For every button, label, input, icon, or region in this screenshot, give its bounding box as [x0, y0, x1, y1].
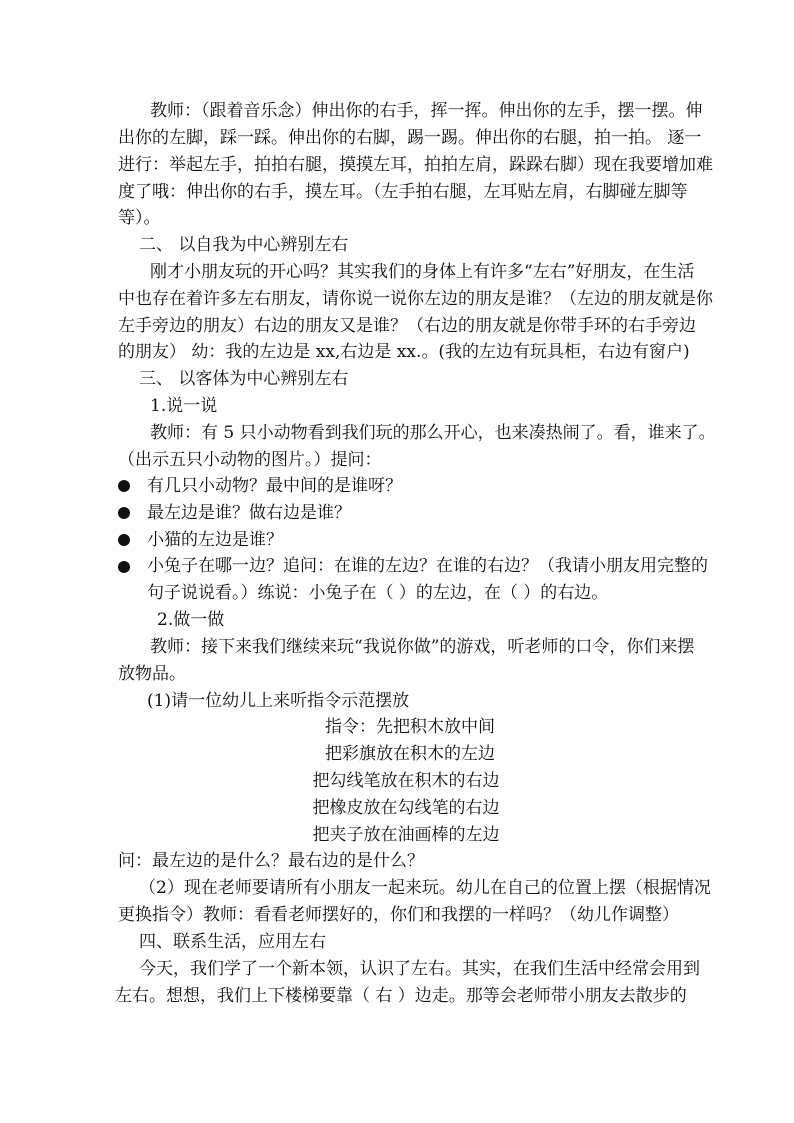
instruction-line: 把彩旗放在积木的左边: [325, 744, 495, 764]
list-item: 有几只小动物？最中间的是谁呀？: [147, 476, 402, 496]
section-heading-4: 四、联系生活，应用左右: [139, 932, 326, 952]
section-heading-2: 二、 以自我为中心辨别左右: [139, 235, 349, 255]
bullet-icon: [118, 507, 130, 519]
instruction-line: 把勾线笔放在积木的右边: [312, 771, 500, 791]
paragraph-line: 出你的左脚，踩一踩。伸出你的右脚，踢一踢。伸出你的右腿，拍一拍。 逐一: [118, 128, 702, 148]
paragraph-line: 教师：接下来我们继续来玩“我说你做”的游戏，听老师的口令，你们来摆: [150, 637, 695, 657]
paragraph-line: 中也存在着许多左右朋友，请你说一说你左边的朋友是谁？（左边的朋友就是你: [118, 289, 713, 309]
paragraph-line: 进行：举起左手，拍拍右腿，摸摸左耳，拍拍左肩，跺跺右脚）现在我要增加难: [118, 155, 713, 175]
paragraph-line: (1)请一位幼儿上来听指令示范摆放: [147, 691, 410, 711]
paragraph-line: 更换指令）教师：看看老师摆好的，你们和我摆的一样吗？（幼儿作调整）: [118, 905, 679, 925]
paragraph-line: 教师：有 5 只小动物看到我们玩的那么开心，也来凑热闹了。看，谁来了。: [150, 423, 716, 443]
paragraph-line: 等）。: [118, 208, 161, 228]
instruction-line: 把夹子放在油画棒的左边: [312, 825, 500, 845]
bullet-icon: [118, 561, 130, 573]
paragraph-line: （2）现在老师要请所有小朋友一起来玩。幼儿在自己的位置上摆（根据情况: [139, 878, 711, 898]
section-heading-3: 三、 以客体为中心辨别左右: [139, 369, 349, 389]
instruction-line: 指令：先把积木放中间: [325, 717, 495, 737]
bullet-icon: [118, 480, 130, 492]
paragraph-line: 教师：（跟着音乐念）伸出你的右手，挥一挥。伸出你的左手，摆一摆。伸: [150, 101, 703, 121]
subsection-heading-1: 1.说一说: [150, 396, 218, 416]
paragraph-line: 度了哦：伸出你的右手，摸左耳。（左手拍右腿，左耳贴左肩，右脚碰左脚等: [118, 182, 688, 202]
list-item: 小猫的左边是谁？: [147, 530, 283, 550]
paragraph-line: 刚才小朋友玩的开心吗？其实我们的身体上有许多“左右”好朋友，在生活: [150, 262, 695, 282]
paragraph-line: 的朋友） 幼：我的左边是 xx,右边是 xx.。(我的左边有玩具柜，右边有窗户): [118, 342, 690, 362]
bullet-icon: [118, 534, 130, 546]
list-item: 小兔子在哪一边？追问：在谁的左边？在谁的右边？（我请小朋友用完整的: [147, 556, 708, 576]
list-item: 最左边是谁？做右边是谁？: [147, 503, 351, 523]
paragraph-line: 左右。想想，我们上下楼梯要靠（ 右 ）边走。那等会老师带小朋友去散步的: [115, 986, 687, 1006]
list-item-continuation: 句子说说看。）练说：小兔子在（ ）的左边，在（ ）的右边。: [147, 583, 609, 603]
paragraph-line: 问：最左边的是什么？最右边的是什么？: [118, 851, 424, 871]
paragraph-line: 放物品。: [118, 664, 186, 684]
paragraph-line: 今天，我们学了一个新本领，认识了左右。其实，在我们生活中经常会用到: [139, 959, 700, 979]
paragraph-line: 左手旁边的朋友）右边的朋友又是谁？（右边的朋友就是你带手环的右手旁边: [118, 316, 696, 336]
instruction-line: 把橡皮放在勾线笔的右边: [312, 798, 500, 818]
subsection-heading-2: 2.做一做: [157, 610, 225, 630]
paragraph-line: （出示五只小动物的图片。）提问：: [118, 450, 382, 470]
